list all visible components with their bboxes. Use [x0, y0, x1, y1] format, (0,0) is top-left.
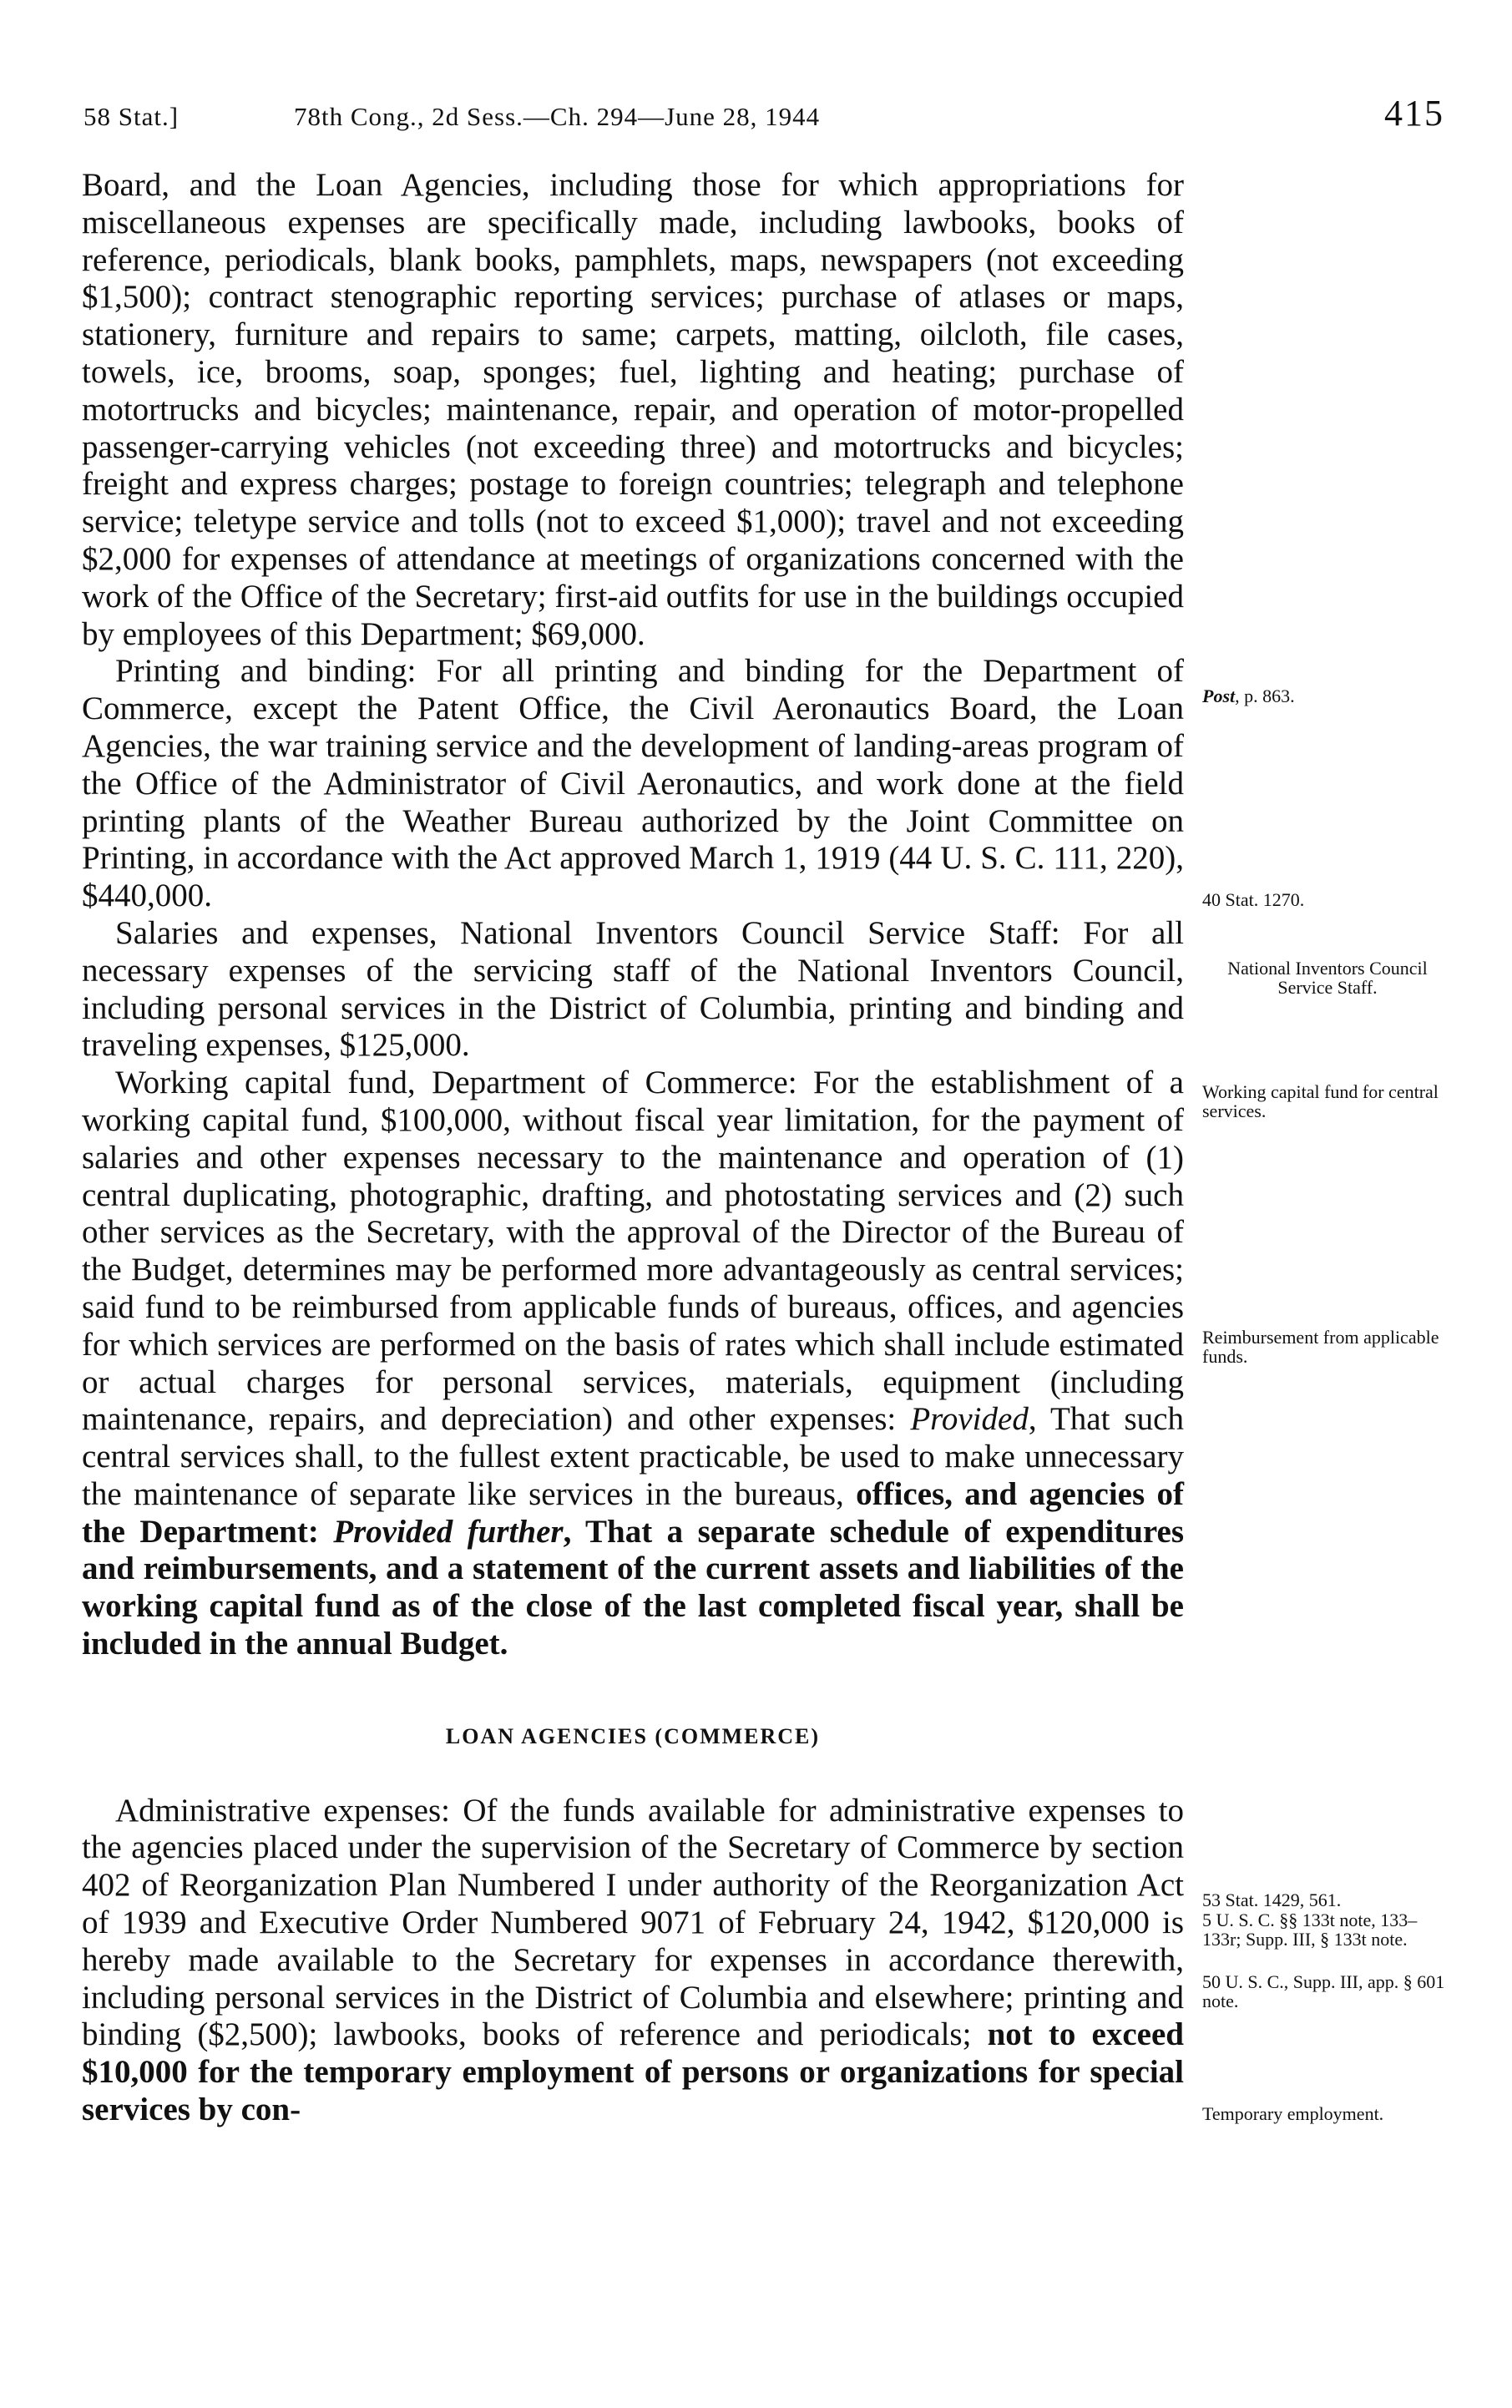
margin-note-temporary-employment: Temporary employment. [1202, 2103, 1384, 2124]
page-number: 415 [1384, 93, 1444, 134]
post-label: Post [1202, 685, 1236, 706]
margin-note-50-usc: 50 U. S. C., Supp. III, app. § 601 note. [1202, 1971, 1445, 2011]
main-text [82, 167, 1184, 2129]
provided-term: Provided [910, 1401, 1029, 1438]
post-ref: , p. 863. [1235, 685, 1295, 706]
paragraph-administrative-expenses [82, 1793, 1184, 2129]
section-heading: LOAN AGENCIES (COMMERCE) [445, 1723, 821, 1748]
header-volume: 58 Stat.] [83, 102, 180, 131]
margin-note-working-capital: Working capital fund for central services. [1202, 1081, 1439, 1121]
paragraph-printing-binding: Printing and binding: For all printing and binding for the Department of Commerce, except the Patent Office, the Civil Aeronautics Board, the Loan Agencies, the war training service and the development of landing-areas program of the Office of the Administrator of Civil Aeronautics, and work done at the field printing plants of the Weather Bureau authorized by the Joint Committee on Printing, in accordance with the Act approved March 1, 1919 (44 U. S. C. 111, 220), $440,000. [82, 653, 1184, 914]
admin-text-a: Administrative expenses: Of the funds available for administrative expenses to the agencies placed under the supervision of the Secretary of Commerce by section 402 of Reorganization Plan Numbered I under authority of the Reorganization Act of 1939 and Executive Order Numbered 9071 of February 24, 1942, $120,000 is hereby made available to the Secretary for expenses in accordance therewith, including personal services in the District of Columbia and elsewhere; printing and binding ($2,500); lawbooks, books of reference and periodicals; [82, 1792, 1184, 2053]
margin-note-post [1202, 686, 1453, 706]
paragraph-office-expenses: Board, and the Loan Agencies, including those for which appropriations for miscellaneous expenses are specifically made, including lawbooks, books of reference, periodicals, blank books, pamphlets, maps, newspapers (not exceeding $1,500); contract stenographic reporting services; purchase of atlases or maps, stationery, furniture and repairs to same; carpets, matting, oilcloth, file cases, towels, ice, brooms, soap, sponges; fuel, lighting and heating; purchase of motortrucks and bicycles; maintenance, repair, and operation of motor-propelled passenger-carrying vehicles (not exceeding three) and motortrucks and bicycles; freight and express charges; postage to foreign countries; telegraph and telephone service; teletype service and tolls (not to exceed $1,000); travel and not exceeding $2,000 for expenses of attendance at meetings of organizations concerned with the work of the Office of the Secretary; first-aid outfits for use in the buildings occupied by employees of this Department; $69,000. [82, 167, 1184, 652]
margin-note-53-stat: 53 Stat. 1429, 561. [1202, 1889, 1342, 1910]
wcf-text-a: Working capital fund, Department of Commerce: For the establishment of a working capital fund, $100,000, without fiscal year limitation, for the payment of salaries and other expenses necessary to the maintenance and operation of (1) central duplicating, photographic, drafting, and photostating services and (2) such other services as the Secretary, with the approval of the Director of the Bureau of the Budget, determines may be performed more advantageously as central services; said fund to be reimbursed from applicable funds of bureaus, offices, and agencies for which services are performed on the basis of rates which shall include estimated or actual charges for personal services, materials, equipment (including maintenance, repairs, and depreciation) and other expenses: [82, 1065, 1184, 1438]
page-header [83, 92, 1444, 142]
paragraph-inventors-council: Salaries and expenses, National Inventors Council Service Staff: For all necessary expenses of the servicing staff of the National Inventors Council, including personal services in the District of Columbia, printing and binding and traveling expenses, $125,000. [82, 914, 1184, 1064]
wcf-text-c: offices, and agencies of the Department: [82, 1475, 1184, 1550]
paragraph-working-capital-fund [82, 1065, 1184, 1663]
margin-note-40-stat: 40 Stat. 1270. [1202, 889, 1305, 910]
margin-note-5-usc: 5 U. S. C. §§ 133t note, 133–133r; Supp. III, § 133t note. [1202, 1910, 1418, 1950]
margin-note-reimbursement: Reimbursement from applicable funds. [1202, 1327, 1439, 1367]
admin-text-b: not to exceed $10,000 for the temporary employment of persons or organizations for special services by con- [82, 2016, 1184, 2128]
wcf-text-d: , That a separate schedule of expenditures and reimbursements, and a statement of the current assets and liabilities of the working capital fund as of the close of the last completed fiscal year, shall be included in the annual Budget. [82, 1513, 1184, 1662]
margin-note-inventors-council: National Inventors Council Service Staff. [1227, 958, 1428, 998]
header-session: 78th Cong., 2d Sess.—Ch. 294—June 28, 1944 [294, 102, 821, 131]
provided-further-term: Provided further [333, 1513, 564, 1550]
wcf-text-b: , That such central services shall, to the fullest extent practicable, be used to make unnecessary the maintenance of separate like services in the bureaus, [82, 1401, 1184, 1512]
